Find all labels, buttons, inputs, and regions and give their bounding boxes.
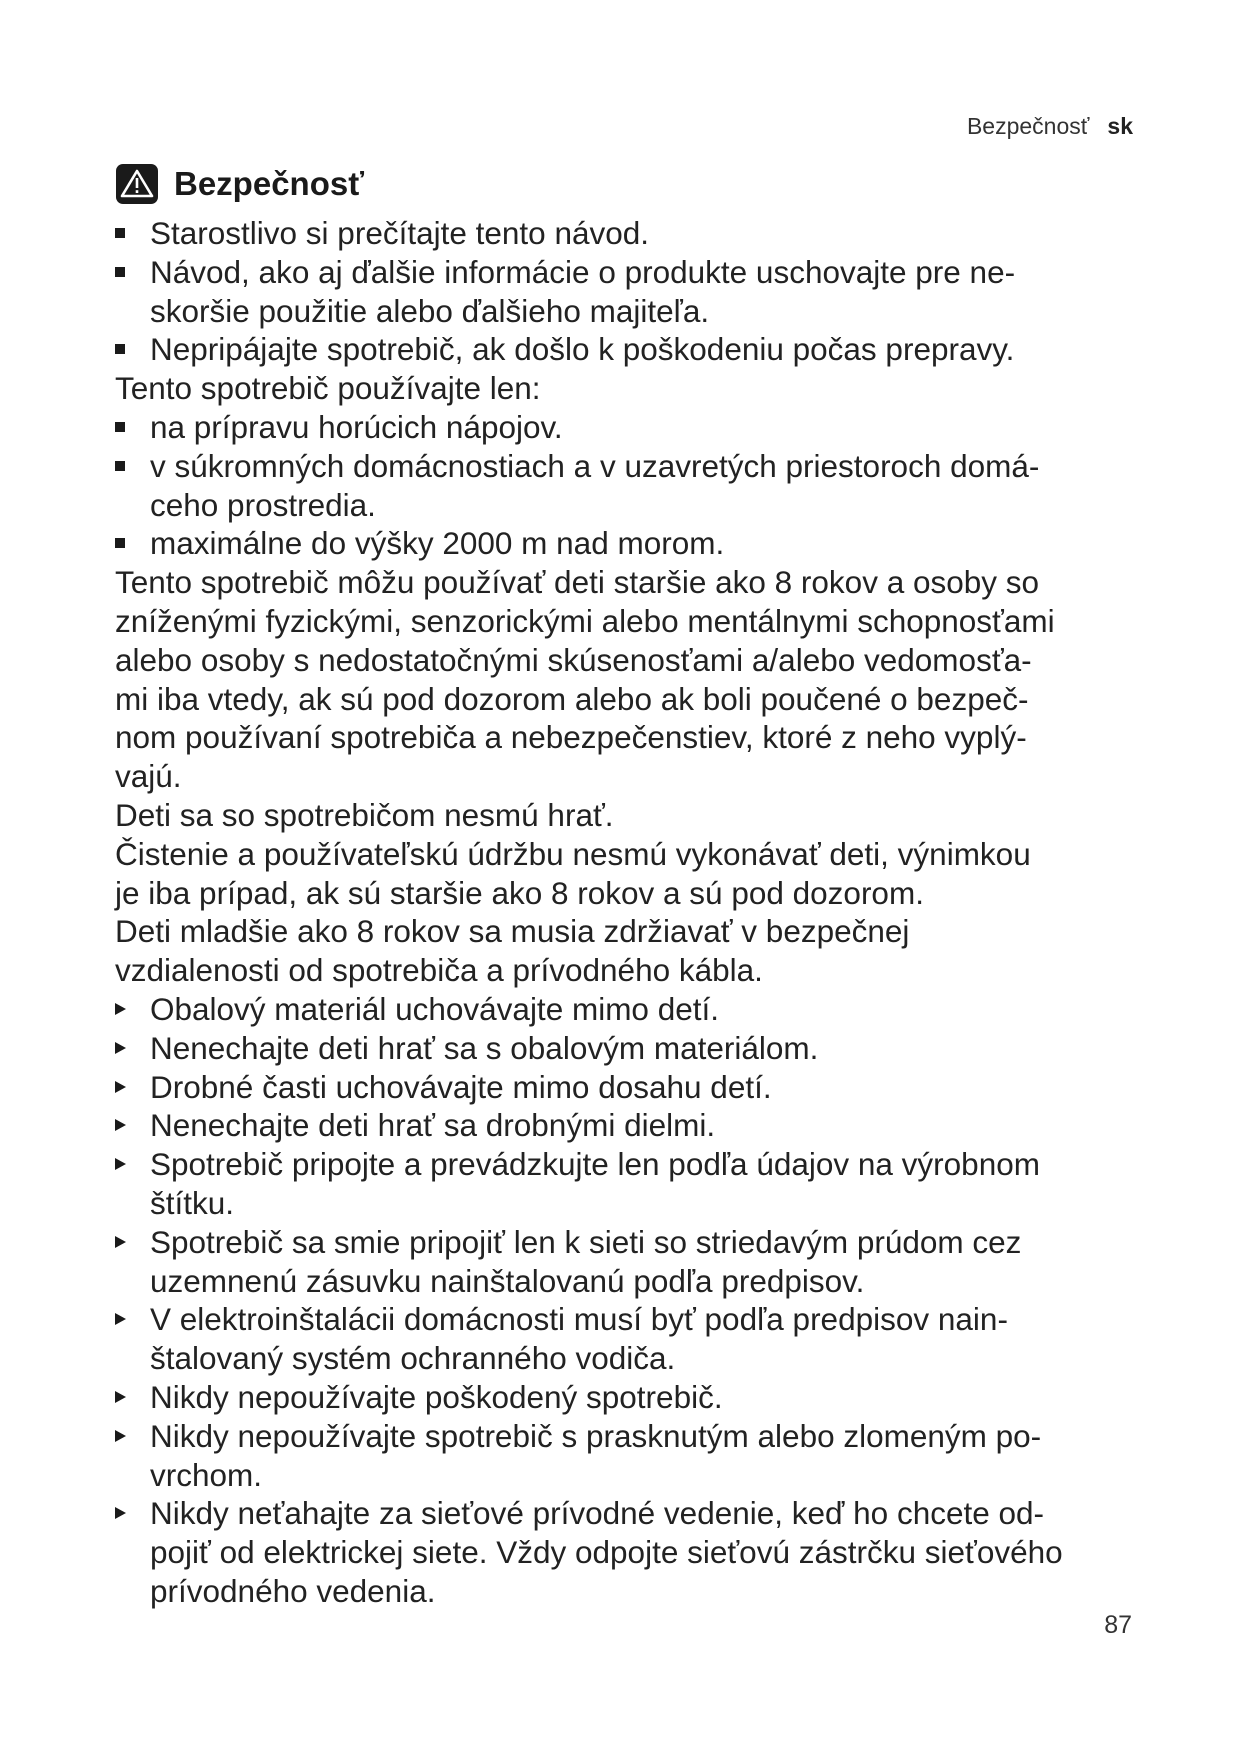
text-line: Drobné časti uchovávajte mimo dosahu detí. [150, 1068, 772, 1105]
text-line: Nepripájajte spotrebič, ak došlo k poškodeniu počas prepravy. [150, 331, 1015, 368]
text-line: nom používaní spotrebiča a nebezpečenstiev, ktoré z neho vyplý- [115, 719, 1027, 756]
action-item [115, 1145, 1145, 1223]
text-line: Čistenie a používateľskú údržbu nesmú vykonávať deti, výnimkou [115, 835, 1031, 872]
action-item [115, 1106, 1145, 1145]
list-item [115, 408, 1145, 447]
text-line: vajú. [115, 758, 182, 795]
triangle-arrow-icon [115, 1430, 126, 1442]
triangle-arrow-icon [115, 1507, 126, 1519]
text-line: prívodného vedenia. [150, 1572, 436, 1609]
text-line: Nikdy neťahajte za sieťové prívodné vedenie, keď ho chcete od- [150, 1495, 1045, 1532]
text-line: Obalový materiál uchovávajte mimo detí. [150, 990, 719, 1027]
action-item [115, 1494, 1145, 1610]
text-line: v súkromných domácnostiach a v uzavretých priestoroch domá- [150, 447, 1040, 484]
triangle-arrow-icon [115, 1236, 126, 1248]
list-item [115, 214, 1145, 253]
text-line: Nikdy nepoužívajte spotrebič s prasknutým alebo zlomeným po- [150, 1417, 1042, 1454]
text-line: Spotrebič sa smie pripojiť len k sieti so striedavým prúdom cez [150, 1223, 1022, 1260]
text-line: je iba prípad, ak sú staršie ako 8 rokov a sú pod dozorom. [115, 874, 924, 911]
running-header [967, 113, 1133, 140]
triangle-arrow-icon [115, 1158, 126, 1170]
triangle-arrow-icon [115, 1313, 126, 1325]
triangle-arrow-icon [115, 1391, 126, 1403]
action-item [115, 1223, 1145, 1301]
text-line: maximálne do výšky 2000 m nad morom. [150, 525, 725, 562]
square-bullet-icon [115, 461, 125, 471]
text-line: skoršie použitie alebo ďalšieho majiteľa. [150, 292, 710, 329]
square-bullet-icon [115, 538, 125, 548]
usage-bullet-list [115, 408, 1145, 563]
paragraph [115, 796, 1145, 835]
action-item [115, 1378, 1145, 1417]
text-line: Deti mladšie ako 8 rokov sa musia zdržiavať v bezpečnej [115, 913, 910, 950]
list-item [115, 524, 1145, 563]
text-line: pojiť od elektrickej siete. Vždy odpojte sieťovú zástrčku sieťového [150, 1534, 1063, 1571]
safety-content [115, 214, 1145, 1611]
text-line: Starostlivo si prečítajte tento návod. [150, 215, 650, 251]
text-line: Nikdy nepoužívajte poškodený spotrebič. [150, 1378, 723, 1415]
storage-bullet-list [115, 214, 1145, 369]
text-line: vzdialenosti od spotrebiča a prívodného kábla. [115, 952, 763, 989]
text-line: štalovaný systém ochranného vodiča. [150, 1340, 676, 1377]
action-item [115, 990, 1145, 1029]
square-bullet-icon [115, 344, 125, 354]
paragraph [115, 563, 1145, 796]
text-line: Nenechajte deti hrať sa drobnými dielmi. [150, 1107, 716, 1144]
text-line: vrchom. [150, 1456, 263, 1493]
text-line: Deti sa so spotrebičom nesmú hrať. [115, 796, 614, 833]
square-bullet-icon [115, 228, 125, 238]
triangle-arrow-icon [115, 1081, 126, 1093]
text-line: Spotrebič pripojte a prevádzkujte len podľa údajov na výrobnom [150, 1146, 1040, 1183]
warning-triangle-icon [115, 163, 159, 205]
paragraph [115, 835, 1145, 913]
children-safety-text [115, 563, 1145, 990]
text-line: mi iba vtedy, ak sú pod dozorom alebo ak boli poučené o bezpeč- [115, 680, 1029, 717]
list-item [115, 253, 1145, 331]
action-instruction-list [115, 990, 1145, 1611]
action-item [115, 1417, 1145, 1495]
square-bullet-icon [115, 267, 125, 277]
header-language: sk [1107, 113, 1133, 139]
list-item [115, 447, 1145, 525]
paragraph [115, 912, 1145, 990]
text-line: zníženými fyzickými, senzorickými alebo mentálnymi schopnosťami [115, 602, 1055, 639]
text-line: ceho prostredia. [150, 486, 376, 523]
header-section: Bezpečnosť [966, 113, 1090, 139]
text-line: na prípravu horúcich nápojov. [150, 408, 563, 445]
action-item [115, 1068, 1145, 1107]
square-bullet-icon [115, 422, 125, 432]
text-line: Nenechajte deti hrať sa s obalovým materiálom. [150, 1029, 819, 1066]
page-title: Bezpečnosť [174, 165, 365, 202]
section-heading [115, 163, 364, 205]
text-line: uzemnenú zásuvku nainštalovanú podľa predpisov. [150, 1262, 865, 1299]
action-item [115, 1300, 1145, 1378]
list-item [115, 330, 1145, 369]
text-line: alebo osoby s nedostatočnými skúsenosťami a/alebo vedomosťa- [115, 641, 1032, 678]
page-number: 87 [1104, 1611, 1132, 1639]
text-line: štítku. [150, 1184, 235, 1221]
text-line: Tento spotrebič môžu používať deti staršie ako 8 rokov a osoby so [115, 564, 1040, 601]
text-line: V elektroinštalácii domácnosti musí byť podľa predpisov nain- [150, 1301, 1008, 1338]
triangle-arrow-icon [115, 1042, 126, 1054]
triangle-arrow-icon [115, 1003, 126, 1015]
text-line: Návod, ako aj ďalšie informácie o produkte uschovajte pre ne- [150, 253, 1016, 290]
triangle-arrow-icon [115, 1119, 126, 1131]
action-item [115, 1029, 1145, 1068]
usage-intro: Tento spotrebič používajte len: [115, 370, 541, 407]
